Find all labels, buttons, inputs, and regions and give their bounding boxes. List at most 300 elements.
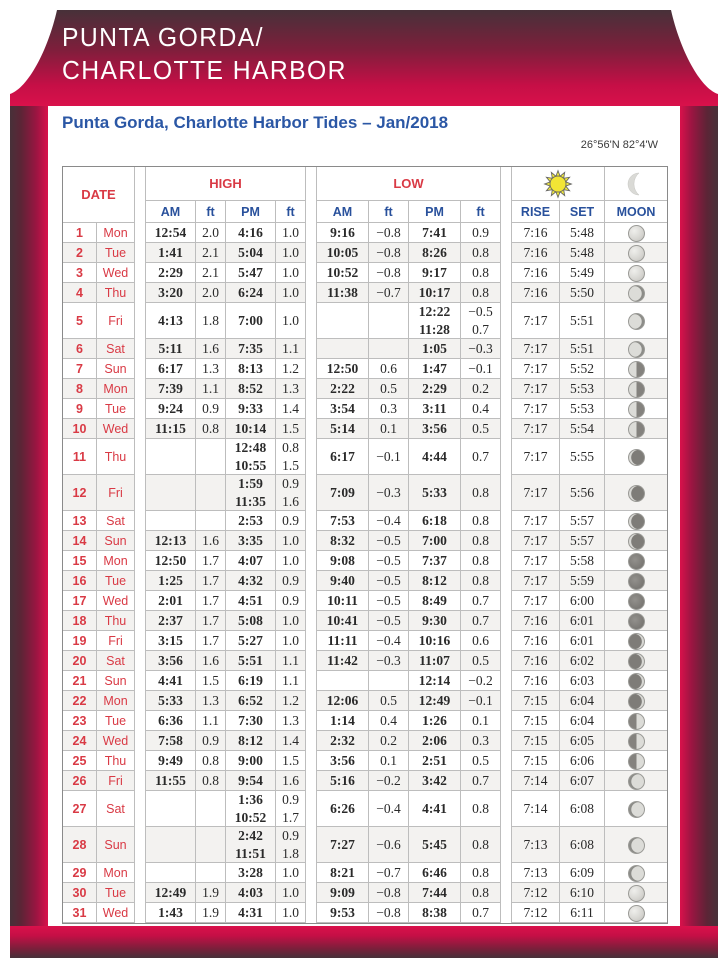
column-separator [501, 691, 512, 711]
rise-header: RISE [512, 201, 560, 223]
high-pm-ft: 1.4 [276, 399, 306, 419]
column-separator [306, 283, 317, 303]
column-separator [501, 419, 512, 439]
crescent-moon-icon [623, 171, 649, 197]
sunrise-time: 7:17 [512, 551, 560, 571]
high-am-time: 1:41 [146, 243, 196, 263]
sunset-time: 6:08 [560, 827, 605, 863]
low-am-ft: −0.3 [369, 651, 409, 671]
high-am-ft: 1.7 [196, 571, 226, 591]
low-am-ft: 0.4 [369, 711, 409, 731]
date-day: Wed [97, 419, 135, 439]
moon-cell [605, 419, 667, 439]
date-day: Tue [97, 243, 135, 263]
high-pm-ft: 1.2 [276, 691, 306, 711]
low-pm-time: 7:00 [409, 531, 461, 551]
date-number: 3 [63, 263, 97, 283]
low-am-ft [369, 671, 409, 691]
low-pm-ft: −0.1 [461, 359, 501, 379]
high-pm-time: 9:33 [226, 399, 276, 419]
low-pm-ft: 0.8 [461, 475, 501, 511]
tide-row [63, 651, 667, 671]
high-am-ft: 1.3 [196, 691, 226, 711]
high-am-ft: 1.6 [196, 339, 226, 359]
high-pm-ft: 1.0 [276, 223, 306, 243]
high-am-time: 3:20 [146, 283, 196, 303]
tide-row [63, 243, 667, 263]
high-am-ft: 2.0 [196, 283, 226, 303]
column-separator [306, 591, 317, 611]
column-separator [501, 399, 512, 419]
high-am-ft: 2.1 [196, 263, 226, 283]
moon-phase-icon-last-quarter [628, 421, 645, 438]
low-pm-ft: 0.8 [461, 511, 501, 531]
moon-cell [605, 571, 667, 591]
sunset-time: 6:07 [560, 771, 605, 791]
sunrise-time: 7:17 [512, 571, 560, 591]
left-border-strip [10, 106, 48, 926]
high-am-ft: 1.8 [196, 303, 226, 339]
low-am-time: 3:56 [317, 751, 369, 771]
table-header-groups [63, 167, 667, 201]
column-separator [501, 731, 512, 751]
low-pm-time: 11:07 [409, 651, 461, 671]
low-pm-time: 9:30 [409, 611, 461, 631]
sunrise-time: 7:16 [512, 283, 560, 303]
low-pm-header: PM [409, 201, 461, 223]
low-am-header: AM [317, 201, 369, 223]
date-number: 17 [63, 591, 97, 611]
date-day: Fri [97, 303, 135, 339]
moon-cell [605, 339, 667, 359]
low-pm-time: 3:42 [409, 771, 461, 791]
column-separator [135, 531, 146, 551]
moon-phase-icon-full [628, 885, 645, 902]
high-pm-ft: 0.9 1.6 [276, 475, 306, 511]
date-day: Sat [97, 511, 135, 531]
date-day: Fri [97, 475, 135, 511]
sunset-time: 5:57 [560, 531, 605, 551]
high-pm-time: 4:32 [226, 571, 276, 591]
low-am-time: 10:11 [317, 591, 369, 611]
moon-cell [605, 671, 667, 691]
column-separator [135, 883, 146, 903]
high-pm-time: 5:04 [226, 243, 276, 263]
low-am-ft: 0.5 [369, 379, 409, 399]
high-pm-time: 12:48 10:55 [226, 439, 276, 475]
moon-cell [605, 379, 667, 399]
low-am-ft: −0.5 [369, 571, 409, 591]
high-pm-time: 5:47 [226, 263, 276, 283]
low-pm-time: 10:17 [409, 283, 461, 303]
column-separator [501, 439, 512, 475]
high-pm-ft: 1.0 [276, 551, 306, 571]
low-am-ft: −0.5 [369, 591, 409, 611]
high-am-time: 7:58 [146, 731, 196, 751]
column-separator [306, 691, 317, 711]
sunrise-time: 7:16 [512, 651, 560, 671]
sunset-time: 5:57 [560, 511, 605, 531]
low-am-time: 7:09 [317, 475, 369, 511]
high-pm-ft: 1.1 [276, 651, 306, 671]
high-pm-ft: 1.0 [276, 303, 306, 339]
low-pm-time: 7:44 [409, 883, 461, 903]
sunrise-time: 7:16 [512, 223, 560, 243]
sunset-time: 5:56 [560, 475, 605, 511]
high-pm-time: 6:19 [226, 671, 276, 691]
high-pm-ft: 1.1 [276, 339, 306, 359]
low-am-ft: 0.1 [369, 751, 409, 771]
tide-row [63, 223, 667, 243]
low-pm-ft: 0.1 [461, 711, 501, 731]
tide-row [63, 903, 667, 923]
column-separator [135, 339, 146, 359]
high-pm-ft: 1.4 [276, 731, 306, 751]
moon-phase-icon-new [628, 613, 645, 630]
date-number: 1 [63, 223, 97, 243]
sunrise-time: 7:17 [512, 511, 560, 531]
column-separator [135, 863, 146, 883]
high-tide-header: HIGH [146, 167, 306, 201]
date-number: 31 [63, 903, 97, 923]
high-am-ft [196, 827, 226, 863]
column-separator [501, 339, 512, 359]
sunset-time: 5:48 [560, 223, 605, 243]
tide-row [63, 711, 667, 731]
sunset-time: 6:04 [560, 691, 605, 711]
high-am-ft: 1.9 [196, 903, 226, 923]
column-separator [135, 611, 146, 631]
low-am-ft: −0.8 [369, 263, 409, 283]
column-separator [501, 167, 512, 223]
high-pm-time: 4:07 [226, 551, 276, 571]
low-am-time: 5:16 [317, 771, 369, 791]
sunset-time: 6:11 [560, 903, 605, 923]
date-day: Thu [97, 611, 135, 631]
date-day: Mon [97, 863, 135, 883]
low-am-time: 8:21 [317, 863, 369, 883]
low-pm-ft: 0.5 [461, 651, 501, 671]
low-pm-time: 12:14 [409, 671, 461, 691]
tide-row [63, 691, 667, 711]
sunset-time: 5:51 [560, 339, 605, 359]
column-separator [135, 751, 146, 771]
high-am-time: 5:33 [146, 691, 196, 711]
high-am-time: 7:39 [146, 379, 196, 399]
high-am-header: AM [146, 201, 196, 223]
column-separator [135, 711, 146, 731]
moon-phase-icon-full [628, 905, 645, 922]
date-day: Sat [97, 791, 135, 827]
moon-header [605, 167, 667, 201]
column-separator [501, 571, 512, 591]
moon-cell [605, 771, 667, 791]
column-separator [306, 263, 317, 283]
high-pm-ft: 1.0 [276, 903, 306, 923]
column-separator [306, 359, 317, 379]
high-am-time: 11:55 [146, 771, 196, 791]
date-day: Thu [97, 439, 135, 475]
high-pm-time: 1:36 10:52 [226, 791, 276, 827]
high-am-ft: 2.1 [196, 243, 226, 263]
moon-column-header: MOON [605, 201, 667, 223]
low-am-time [317, 339, 369, 359]
sunrise-time: 7:17 [512, 591, 560, 611]
tide-row [63, 751, 667, 771]
column-separator [306, 903, 317, 923]
high-pm-time: 9:00 [226, 751, 276, 771]
moon-cell [605, 611, 667, 631]
low-pm-ft: 0.8 [461, 283, 501, 303]
sunset-time: 5:51 [560, 303, 605, 339]
low-pm-ft: −0.2 [461, 671, 501, 691]
high-pm-time: 4:31 [226, 903, 276, 923]
moon-cell [605, 651, 667, 671]
column-separator [501, 475, 512, 511]
column-separator [501, 591, 512, 611]
moon-phase-icon-waxing-crescent [628, 673, 645, 690]
high-pm-ft: 0.9 1.7 [276, 791, 306, 827]
column-separator [135, 651, 146, 671]
moon-phase-icon-waxing-gibbous [628, 865, 645, 882]
sunrise-time: 7:16 [512, 263, 560, 283]
high-pm-time: 3:28 [226, 863, 276, 883]
column-separator [501, 651, 512, 671]
high-pm-ft: 0.9 [276, 511, 306, 531]
date-number: 14 [63, 531, 97, 551]
column-separator [501, 551, 512, 571]
high-pm-ft: 1.0 [276, 883, 306, 903]
date-day: Fri [97, 771, 135, 791]
column-separator [135, 303, 146, 339]
low-am-ft: −0.5 [369, 531, 409, 551]
date-number: 2 [63, 243, 97, 263]
column-separator [501, 631, 512, 651]
tide-row [63, 771, 667, 791]
low-am-time: 9:40 [317, 571, 369, 591]
column-separator [501, 511, 512, 531]
high-pm-time: 7:30 [226, 711, 276, 731]
tide-row [63, 883, 667, 903]
date-day: Sat [97, 651, 135, 671]
column-separator [135, 631, 146, 651]
moon-phase-icon-waning-gibbous [628, 285, 645, 302]
moon-cell [605, 711, 667, 731]
date-number: 20 [63, 651, 97, 671]
column-separator [501, 303, 512, 339]
high-am-ft: 1.3 [196, 359, 226, 379]
moon-cell [605, 243, 667, 263]
low-am-time: 9:08 [317, 551, 369, 571]
low-pm-time: 1:26 [409, 711, 461, 731]
low-am-time: 7:27 [317, 827, 369, 863]
tide-row [63, 791, 667, 827]
moon-phase-icon-waning-crescent [628, 513, 645, 530]
low-am-ft-header: ft [369, 201, 409, 223]
tide-row [63, 263, 667, 283]
low-pm-ft: 0.8 [461, 243, 501, 263]
moon-phase-icon-last-quarter [628, 401, 645, 418]
sunrise-time: 7:17 [512, 531, 560, 551]
low-am-ft: 0.3 [369, 399, 409, 419]
date-day: Sun [97, 359, 135, 379]
table-header-columns [63, 201, 667, 223]
high-pm-time: 7:35 [226, 339, 276, 359]
high-am-ft: 0.9 [196, 399, 226, 419]
high-pm-ft: 1.6 [276, 771, 306, 791]
column-separator [501, 903, 512, 923]
low-am-time: 6:17 [317, 439, 369, 475]
column-separator [135, 167, 146, 223]
moon-phase-icon-first-quarter [628, 733, 645, 750]
high-pm-time: 5:08 [226, 611, 276, 631]
sunrise-time: 7:16 [512, 243, 560, 263]
column-separator [306, 571, 317, 591]
low-pm-ft: 0.7 [461, 771, 501, 791]
date-number: 19 [63, 631, 97, 651]
column-separator [135, 263, 146, 283]
moon-cell [605, 691, 667, 711]
moon-cell [605, 303, 667, 339]
low-am-ft: −0.5 [369, 551, 409, 571]
column-separator [501, 863, 512, 883]
low-am-ft: −0.1 [369, 439, 409, 475]
date-day: Tue [97, 711, 135, 731]
high-pm-ft: 1.0 [276, 611, 306, 631]
column-separator [501, 531, 512, 551]
high-am-time: 3:56 [146, 651, 196, 671]
date-day: Sun [97, 531, 135, 551]
tide-row [63, 611, 667, 631]
low-pm-ft: 0.8 [461, 551, 501, 571]
column-separator [306, 167, 317, 223]
sunset-time: 6:09 [560, 863, 605, 883]
sunset-time: 5:53 [560, 399, 605, 419]
high-am-ft: 2.0 [196, 223, 226, 243]
column-separator [501, 223, 512, 243]
banner-title [62, 21, 347, 87]
sunrise-time: 7:12 [512, 903, 560, 923]
low-am-time: 9:09 [317, 883, 369, 903]
high-am-ft: 0.8 [196, 751, 226, 771]
high-pm-ft: 1.0 [276, 283, 306, 303]
high-pm-ft: 1.5 [276, 419, 306, 439]
column-separator [135, 791, 146, 827]
tide-table [62, 166, 668, 924]
sunset-time: 5:53 [560, 379, 605, 399]
right-border-strip [680, 106, 718, 926]
moon-phase-icon-waning-crescent [628, 533, 645, 550]
moon-phase-icon-full [628, 265, 645, 282]
high-am-ft-header: ft [196, 201, 226, 223]
low-am-time: 2:32 [317, 731, 369, 751]
sunset-time: 6:02 [560, 651, 605, 671]
tide-row [63, 419, 667, 439]
high-pm-ft: 1.3 [276, 379, 306, 399]
moon-cell [605, 359, 667, 379]
moon-phase-icon-waning-gibbous [628, 313, 645, 330]
low-pm-ft: 0.2 [461, 379, 501, 399]
date-number: 13 [63, 511, 97, 531]
tide-row [63, 475, 667, 511]
high-pm-ft: 1.2 [276, 359, 306, 379]
sunrise-time: 7:14 [512, 791, 560, 827]
low-am-ft: 0.2 [369, 731, 409, 751]
column-separator [135, 399, 146, 419]
tide-row [63, 439, 667, 475]
low-pm-time: 2:51 [409, 751, 461, 771]
low-am-ft: −0.4 [369, 511, 409, 531]
column-separator [135, 419, 146, 439]
low-am-time: 2:22 [317, 379, 369, 399]
date-number: 10 [63, 419, 97, 439]
low-am-ft: −0.5 [369, 611, 409, 631]
column-separator [501, 883, 512, 903]
low-pm-ft: 0.4 [461, 399, 501, 419]
low-am-time: 10:52 [317, 263, 369, 283]
low-am-ft [369, 303, 409, 339]
low-pm-ft: −0.1 [461, 691, 501, 711]
date-number: 7 [63, 359, 97, 379]
moon-cell [605, 531, 667, 551]
sunrise-time: 7:16 [512, 631, 560, 651]
column-separator [306, 751, 317, 771]
date-number: 30 [63, 883, 97, 903]
low-am-ft: −0.2 [369, 771, 409, 791]
moon-phase-icon-last-quarter [628, 381, 645, 398]
moon-cell [605, 791, 667, 827]
low-tide-header: LOW [317, 167, 501, 201]
column-separator [135, 551, 146, 571]
high-am-ft: 1.6 [196, 531, 226, 551]
moon-phase-icon-new [628, 573, 645, 590]
moon-cell [605, 511, 667, 531]
date-number: 29 [63, 863, 97, 883]
column-separator [135, 359, 146, 379]
column-separator [135, 243, 146, 263]
low-pm-time: 2:06 [409, 731, 461, 751]
high-pm-time: 8:12 [226, 731, 276, 751]
high-pm-ft: 0.9 [276, 571, 306, 591]
date-day: Wed [97, 731, 135, 751]
low-pm-ft: 0.8 [461, 263, 501, 283]
tide-row [63, 551, 667, 571]
low-am-time [317, 303, 369, 339]
low-am-ft: −0.8 [369, 903, 409, 923]
column-separator [501, 827, 512, 863]
high-am-ft: 1.1 [196, 711, 226, 731]
date-number: 28 [63, 827, 97, 863]
low-am-ft: −0.4 [369, 791, 409, 827]
moon-cell [605, 263, 667, 283]
date-number: 16 [63, 571, 97, 591]
low-am-time [317, 671, 369, 691]
date-day: Wed [97, 903, 135, 923]
column-separator [135, 591, 146, 611]
low-am-time: 5:14 [317, 419, 369, 439]
moon-cell [605, 283, 667, 303]
tide-row [63, 511, 667, 531]
moon-phase-icon-new [628, 553, 645, 570]
tide-row [63, 827, 667, 863]
tide-row [63, 531, 667, 551]
low-pm-time: 8:38 [409, 903, 461, 923]
date-number: 25 [63, 751, 97, 771]
low-am-time: 7:53 [317, 511, 369, 531]
column-separator [501, 611, 512, 631]
sunset-time: 5:49 [560, 263, 605, 283]
sunrise-time: 7:16 [512, 671, 560, 691]
